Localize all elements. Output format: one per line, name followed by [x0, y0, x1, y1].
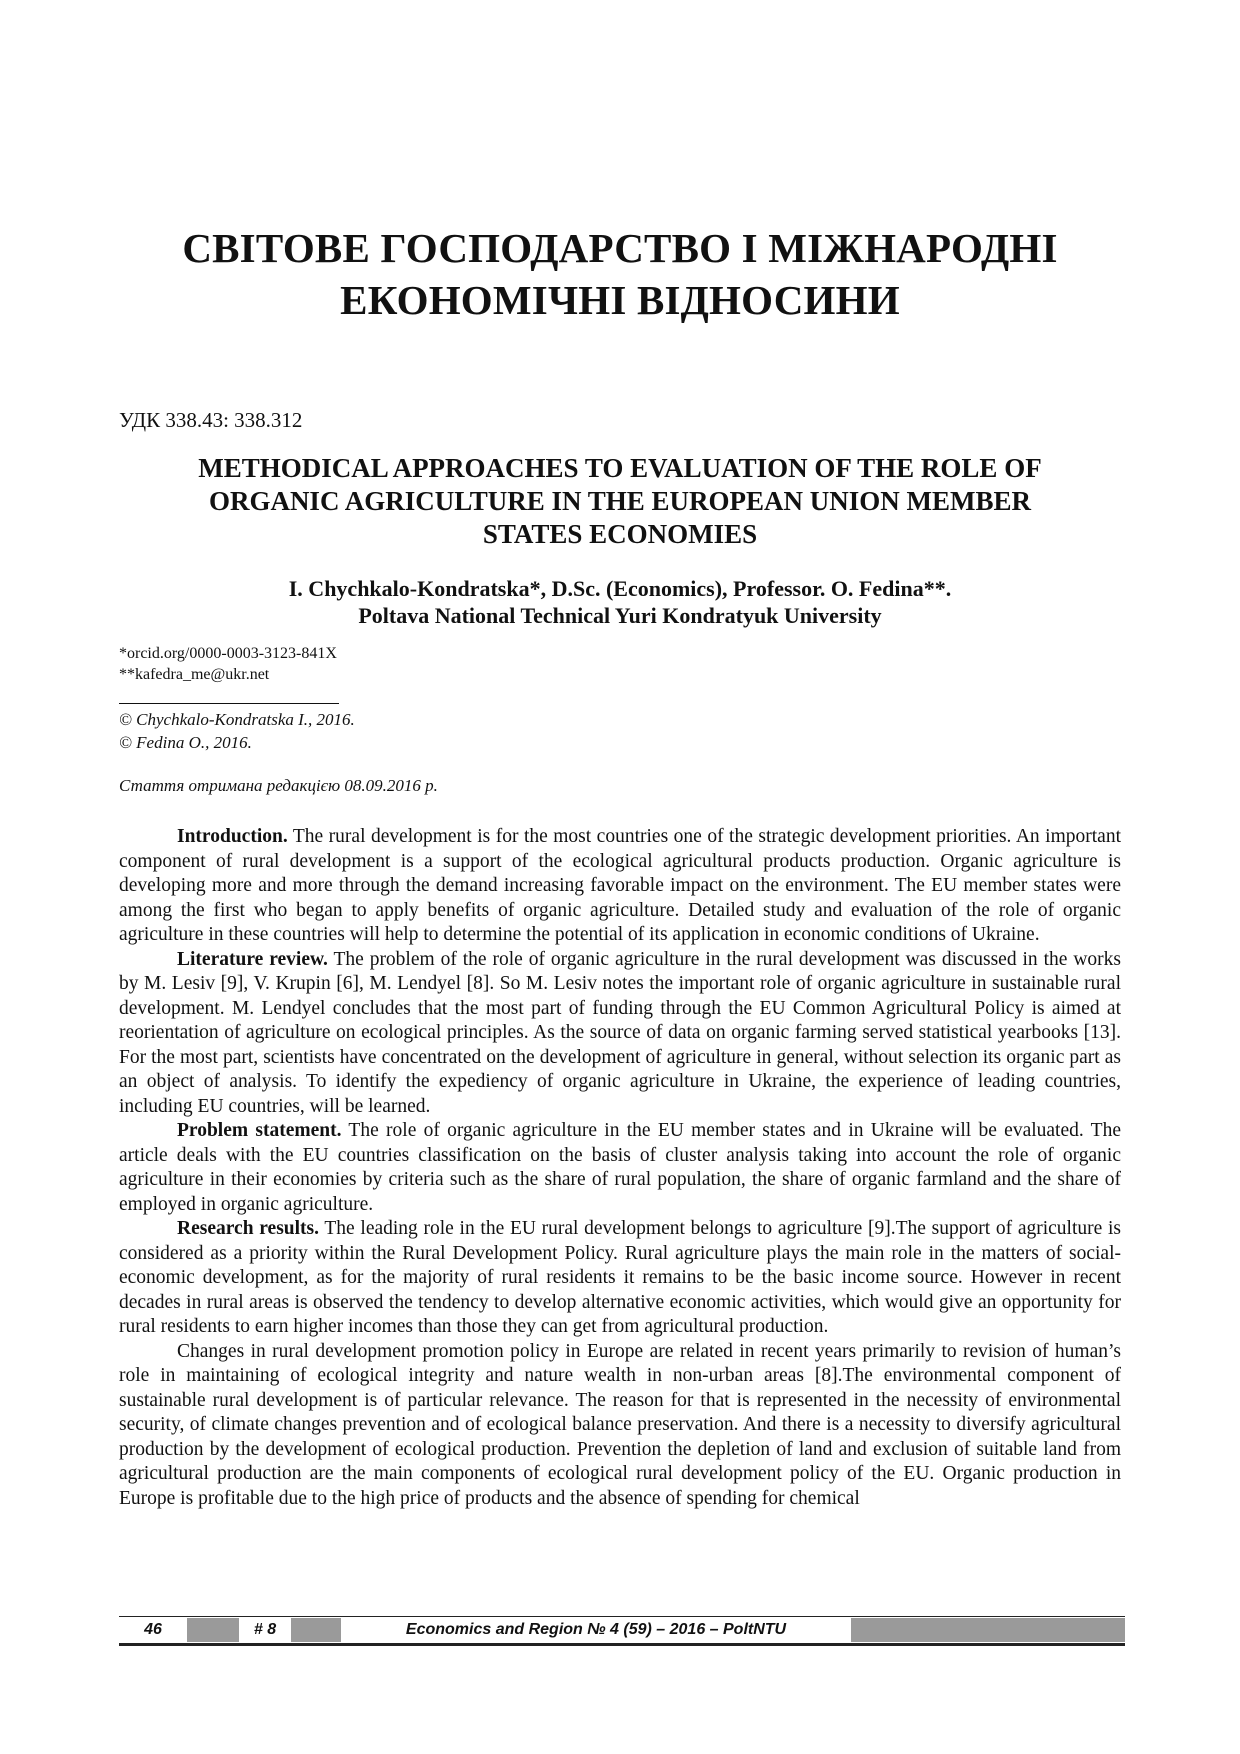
- udc-code: УДК 338.43: 338.312: [119, 408, 303, 432]
- copyright-line: © Chychkalo-Kondratska I., 2016.: [119, 710, 355, 729]
- paragraph-changes: Changes in rural development promotion policy in Europe are related in recent years primarily to revision of human’s role in maintaining of ecological integrity and nature wealth in non-urban areas [8].The environmental component of sustainable rural development is of particular relevance. The reason for that is represented in the necessity of environmental security, of climate changes prevention and of ecological balance preservation. And there is a necessity to diversify agricultural production by the development of ecological production. Prevention the depletion of land and exclusion of suitable land from agricultural production are the main components of ecological rural development policy of the EU. Organic production in Europe is profitable due to the high price of products and the absence of spending for chemical: [119, 1340, 1121, 1509]
- separator-line: [119, 703, 339, 704]
- section-title: [0, 222, 1240, 326]
- paragraph-literature-review: [119, 948, 1121, 1120]
- email-link[interactable]: **kafedra_me@ukr.net: [119, 666, 270, 683]
- paper-title-line: METHODICAL APPROACHES TO EVALUATION OF THE ROLE OF: [198, 453, 1042, 483]
- authors-block: [150, 575, 1090, 629]
- paragraph-text: The problem of the role of organic agriculture in the rural development was discussed in the works by M. Lesiv [9], V. Krupin [6], M. Lendyel [8]. So M. Lesiv notes the important role of organic agriculture in sustainable rural development. M. Lendyel concludes that the most part of funding through the EU Common Agricultural Policy is aimed at reorientation of agriculture on ecological principles. As the source of data on organic farming served statistical yearbooks [13]. For the most part, scientists have concentrated on the development of agriculture in general, without selection its organic part as an object of analysis. To identify the expediency of organic agriculture in Ukraine, the experience of leading countries, including EU countries, will be learned.: [119, 948, 1121, 1117]
- copyright-line: © Fedina O., 2016.: [119, 733, 252, 752]
- author-affiliation: Poltava National Technical Yuri Kondratyuk University: [358, 603, 882, 628]
- received-date: Стаття отримана редакцією 08.09.2016 р.: [119, 776, 438, 795]
- paper-title: [150, 452, 1090, 551]
- footer-spacer: [851, 1618, 1125, 1642]
- page-footer: [119, 1616, 1125, 1646]
- paragraph-heading: Research results.: [177, 1218, 320, 1239]
- section-title-line: ЕКОНОМІЧНІ ВІДНОСИНИ: [340, 277, 900, 323]
- page-number: 46: [119, 1618, 187, 1642]
- footer-spacer: [291, 1618, 341, 1642]
- paragraph-introduction: [119, 825, 1121, 948]
- journal-name: Economics and Region № 4 (59) – 2016 – PoltNTU: [341, 1618, 851, 1642]
- issue-number: # 8: [239, 1618, 291, 1642]
- footer-spacer: [187, 1618, 239, 1642]
- paragraph-problem-statement: [119, 1119, 1121, 1217]
- orcid-link[interactable]: *orcid.org/0000-0003-3123-841X: [119, 645, 337, 662]
- paragraph-research-results: [119, 1217, 1121, 1340]
- copyright-block: [119, 708, 355, 754]
- article-body: [119, 825, 1121, 1511]
- author-contacts: [119, 643, 337, 685]
- paragraph-heading: Literature review.: [177, 948, 328, 970]
- paragraph-text: The leading role in the EU rural development belongs to agriculture [9].The support of agriculture is considered as a priority within the Rural Development Policy. Rural agriculture plays the main role in the matters of social-economic development, as for the majority of rural residents it remains to be the basic income source. However in recent decades in rural areas is observed the tendency to develop alternative economic activities, which would give an opportunity for rural residents to earn higher incomes than those they can get from agricultural production.: [119, 1218, 1121, 1337]
- paper-title-line: STATES ECONOMIES: [482, 519, 758, 549]
- section-title-line: СВІТОВЕ ГОСПОДАРСТВО І МІЖНАРОДНІ: [182, 225, 1058, 271]
- paragraph-heading: Problem statement.: [177, 1120, 342, 1141]
- paragraph-text: The rural development is for the most countries one of the strategic development priorities. An important component of rural development is a support of the ecological agricultural products production. Organic agriculture is developing more and more through the demand increasing favorable impact on the environment. The EU member states were among the first who began to apply benefits of organic agriculture. Detailed study and evaluation of the role of organic agriculture in these countries will help to determine the potential of its application in economic conditions of Ukraine.: [119, 826, 1121, 945]
- author-names: I. Chychkalo-Kondratska*, D.Sc. (Economics), Professor. O. Fedina**.: [288, 576, 952, 601]
- paper-title-line: ORGANIC AGRICULTURE IN THE EUROPEAN UNION MEMBER: [208, 486, 1032, 516]
- paragraph-text: The role of organic agriculture in the EU member states and in Ukraine will be evaluated. The article deals with the EU countries classification on the basis of cluster analysis taking into account the role of organic agriculture in their economies by criteria such as the share of rural population, the share of organic farmland and the share of employed in organic agriculture.: [119, 1120, 1121, 1215]
- paragraph-heading: Introduction.: [177, 826, 288, 847]
